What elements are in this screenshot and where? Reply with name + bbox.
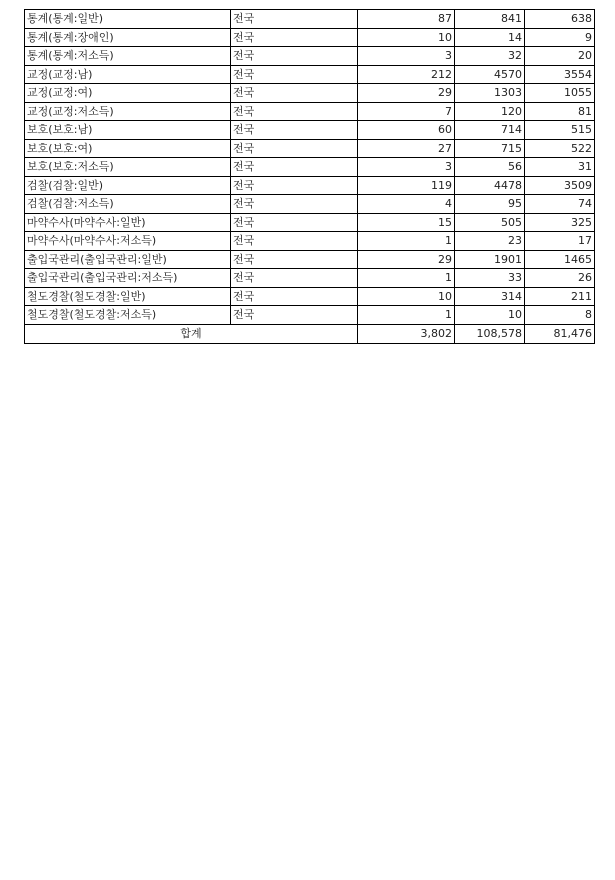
region-cell: 전국 — [231, 250, 358, 269]
region-cell: 전국 — [231, 213, 358, 232]
value-cell-2: 314 — [455, 287, 525, 306]
region-cell: 전국 — [231, 102, 358, 121]
value-cell-2: 23 — [455, 232, 525, 251]
region-cell: 전국 — [231, 306, 358, 325]
value-cell-3: 81 — [525, 102, 595, 121]
value-cell-2: 120 — [455, 102, 525, 121]
category-cell: 마약수사(마약수사:일반) — [25, 213, 231, 232]
value-cell-1: 15 — [358, 213, 455, 232]
table-row — [25, 65, 595, 84]
value-cell-3: 9 — [525, 28, 595, 47]
table-row — [25, 47, 595, 66]
table-row — [25, 176, 595, 195]
value-cell-3: 515 — [525, 121, 595, 140]
category-cell: 검찰(검찰:일반) — [25, 176, 231, 195]
region-cell: 전국 — [231, 287, 358, 306]
category-cell: 출입국관리(출입국관리:일반) — [25, 250, 231, 269]
category-cell: 철도경찰(철도경찰:저소득) — [25, 306, 231, 325]
region-cell: 전국 — [231, 139, 358, 158]
value-cell-2: 10 — [455, 306, 525, 325]
value-cell-1: 3 — [358, 47, 455, 66]
value-cell-1: 60 — [358, 121, 455, 140]
value-cell-3: 211 — [525, 287, 595, 306]
table-row — [25, 28, 595, 47]
value-cell-1: 212 — [358, 65, 455, 84]
region-cell: 전국 — [231, 65, 358, 84]
region-cell: 전국 — [231, 121, 358, 140]
value-cell-2: 95 — [455, 195, 525, 214]
category-cell: 검찰(검찰:저소득) — [25, 195, 231, 214]
category-cell: 보호(보호:여) — [25, 139, 231, 158]
value-cell-3: 3509 — [525, 176, 595, 195]
region-cell: 전국 — [231, 176, 358, 195]
table-row — [25, 10, 595, 29]
region-cell: 전국 — [231, 28, 358, 47]
value-cell-1: 1 — [358, 232, 455, 251]
value-cell-2: 715 — [455, 139, 525, 158]
table-row — [25, 306, 595, 325]
table-row — [25, 287, 595, 306]
value-cell-3: 31 — [525, 158, 595, 177]
value-cell-2: 56 — [455, 158, 525, 177]
category-cell: 철도경찰(철도경찰:일반) — [25, 287, 231, 306]
value-cell-1: 87 — [358, 10, 455, 29]
region-cell: 전국 — [231, 84, 358, 103]
region-cell: 전국 — [231, 232, 358, 251]
value-cell-1: 10 — [358, 28, 455, 47]
value-cell-2: 33 — [455, 269, 525, 288]
value-cell-2: 714 — [455, 121, 525, 140]
value-cell-3: 1465 — [525, 250, 595, 269]
value-cell-3: 638 — [525, 10, 595, 29]
category-cell: 마약수사(마약수사:저소득) — [25, 232, 231, 251]
value-cell-3: 20 — [525, 47, 595, 66]
value-cell-3: 3554 — [525, 65, 595, 84]
value-cell-2: 14 — [455, 28, 525, 47]
table-body — [25, 10, 595, 344]
value-cell-3: 26 — [525, 269, 595, 288]
value-cell-3: 1055 — [525, 84, 595, 103]
value-cell-3: 8 — [525, 306, 595, 325]
total-row — [25, 324, 595, 343]
table-row — [25, 269, 595, 288]
value-cell-1: 3 — [358, 158, 455, 177]
category-cell: 보호(보호:남) — [25, 121, 231, 140]
value-cell-1: 4 — [358, 195, 455, 214]
category-cell: 교정(교정:저소득) — [25, 102, 231, 121]
value-cell-1: 29 — [358, 84, 455, 103]
value-cell-2: 841 — [455, 10, 525, 29]
category-cell: 통계(통계:장애인) — [25, 28, 231, 47]
value-cell-3: 522 — [525, 139, 595, 158]
category-cell: 통계(통계:일반) — [25, 10, 231, 29]
value-cell-1: 1 — [358, 306, 455, 325]
region-cell: 전국 — [231, 158, 358, 177]
recruitment-table — [24, 9, 595, 344]
region-cell: 전국 — [231, 269, 358, 288]
region-cell: 전국 — [231, 10, 358, 29]
value-cell-2: 1303 — [455, 84, 525, 103]
table-row — [25, 84, 595, 103]
region-cell: 전국 — [231, 47, 358, 66]
value-cell-1: 29 — [358, 250, 455, 269]
category-cell: 교정(교정:여) — [25, 84, 231, 103]
total-value-2: 108,578 — [455, 324, 525, 343]
value-cell-2: 505 — [455, 213, 525, 232]
value-cell-1: 10 — [358, 287, 455, 306]
table-row — [25, 213, 595, 232]
value-cell-3: 74 — [525, 195, 595, 214]
category-cell: 통계(통계:저소득) — [25, 47, 231, 66]
table-row — [25, 158, 595, 177]
value-cell-3: 325 — [525, 213, 595, 232]
value-cell-1: 27 — [358, 139, 455, 158]
value-cell-2: 4478 — [455, 176, 525, 195]
value-cell-1: 7 — [358, 102, 455, 121]
table-row — [25, 250, 595, 269]
table-row — [25, 121, 595, 140]
total-value-1: 3,802 — [358, 324, 455, 343]
table-row — [25, 102, 595, 121]
value-cell-2: 1901 — [455, 250, 525, 269]
table-row — [25, 232, 595, 251]
value-cell-1: 119 — [358, 176, 455, 195]
value-cell-3: 17 — [525, 232, 595, 251]
value-cell-2: 4570 — [455, 65, 525, 84]
category-cell: 보호(보호:저소득) — [25, 158, 231, 177]
region-cell: 전국 — [231, 195, 358, 214]
value-cell-2: 32 — [455, 47, 525, 66]
table-row — [25, 139, 595, 158]
category-cell: 출입국관리(출입국관리:저소득) — [25, 269, 231, 288]
value-cell-1: 1 — [358, 269, 455, 288]
total-value-3: 81,476 — [525, 324, 595, 343]
total-label: 합계 — [25, 324, 358, 343]
category-cell: 교정(교정:남) — [25, 65, 231, 84]
table-row — [25, 195, 595, 214]
